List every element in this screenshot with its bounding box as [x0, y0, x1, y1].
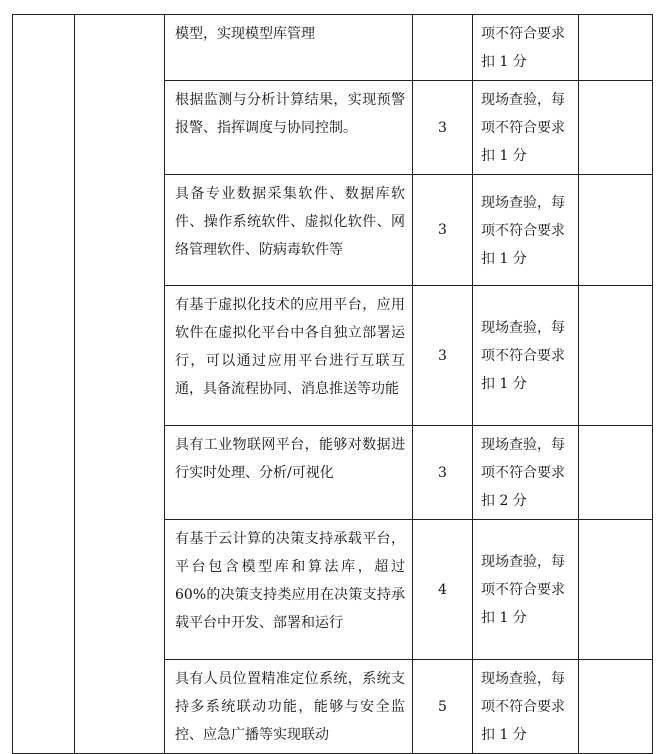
requirement-cell: 具有工业物联网平台，能够对数据进行实时处理、分析/可视化 [165, 426, 413, 520]
result-cell [579, 286, 653, 426]
result-cell [579, 15, 653, 81]
evaluation-table [12, 14, 653, 754]
requirement-cell: 有基于云计算的决策支持承载平台，平台包含模型库和算法库，超过 60%的决策支持类应用在决策支持承载平台中开发、部署和运行 [165, 520, 413, 660]
method-cell: 现场查验，每项不符合要求扣 1 分 [473, 81, 579, 175]
requirement-cell: 有基于虚拟化技术的应用平台，应用软件在虚拟化平台中各自独立部署运行，可以通过应用平台进行互联互通，具备流程协同、消息推送等功能 [165, 286, 413, 426]
category-cell [13, 15, 75, 754]
score-cell: 3 [413, 175, 473, 286]
subcategory-cell [75, 15, 165, 754]
method-cell: 项不符合要求扣 1 分 [473, 15, 579, 81]
method-cell: 现场查验，每项不符合要求扣 1 分 [473, 660, 579, 754]
method-cell: 现场查验，每项不符合要求扣 2 分 [473, 426, 579, 520]
requirement-cell: 具有人员位置精准定位系统，系统支持多系统联动功能，能够与安全监控、应急广播等实现联动 [165, 660, 413, 754]
table-row [13, 15, 653, 81]
score-cell: 3 [413, 81, 473, 175]
result-cell [579, 520, 653, 660]
requirement-cell: 根据监测与分析计算结果，实现预警报警、指挥调度与协同控制。 [165, 81, 413, 175]
result-cell [579, 426, 653, 520]
result-cell [579, 660, 653, 754]
method-cell: 现场查验，每项不符合要求扣 1 分 [473, 175, 579, 286]
result-cell [579, 81, 653, 175]
requirement-cell: 模型，实现模型库管理 [165, 15, 413, 81]
method-cell: 现场查验，每项不符合要求扣 1 分 [473, 286, 579, 426]
method-cell: 现场查验，每项不符合要求扣 1 分 [473, 520, 579, 660]
score-cell [413, 15, 473, 81]
score-cell: 5 [413, 660, 473, 754]
score-cell: 3 [413, 426, 473, 520]
score-cell: 3 [413, 286, 473, 426]
result-cell [579, 175, 653, 286]
document-page [12, 14, 652, 743]
score-cell: 4 [413, 520, 473, 660]
requirement-cell: 具备专业数据采集软件、数据库软件、操作系统软件、虚拟化软件、网络管理软件、防病毒软件等 [165, 175, 413, 286]
